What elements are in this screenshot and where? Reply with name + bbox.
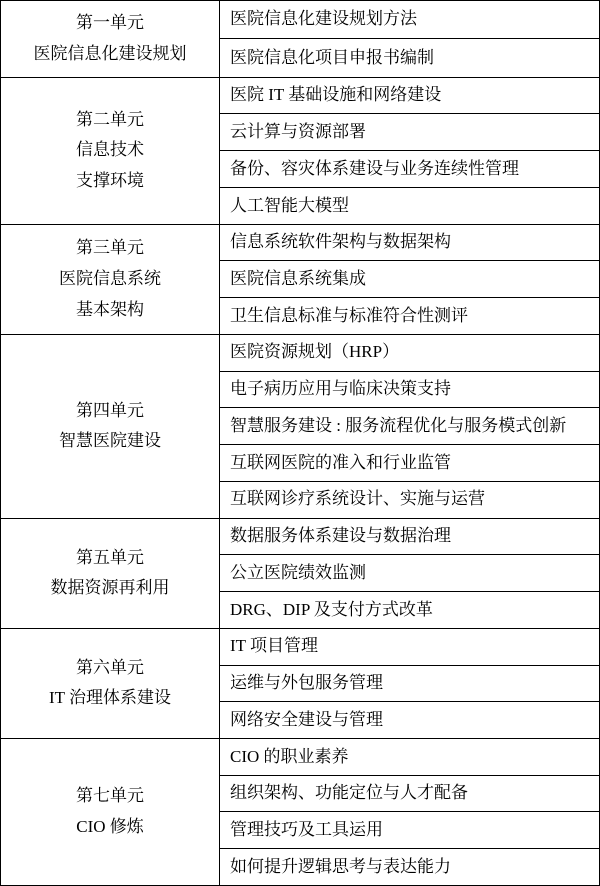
table-row bbox=[1, 224, 600, 261]
topic-cell: 互联网诊疗系统设计、实施与运营 bbox=[220, 481, 600, 518]
unit-line: 基本架构 bbox=[76, 299, 144, 319]
topic-cell: 云计算与资源部署 bbox=[220, 114, 600, 151]
unit-line: 第二单元 bbox=[76, 109, 144, 129]
topic-cell: 备份、容灾体系建设与业务连续性管理 bbox=[220, 151, 600, 188]
unit-line: 数据资源再利用 bbox=[50, 578, 170, 598]
topic-cell: CIO 的职业素养 bbox=[220, 738, 600, 775]
topic-cell: IT 项目管理 bbox=[220, 628, 600, 665]
topic-cell: 管理技巧及工具运用 bbox=[220, 812, 600, 849]
topic-cell: 组织架构、功能定位与人才配备 bbox=[220, 775, 600, 812]
unit-line: 第一单元 bbox=[76, 13, 144, 33]
topic-cell: 医院信息系统集成 bbox=[220, 261, 600, 298]
unit-cell bbox=[1, 224, 220, 334]
table-body bbox=[1, 1, 600, 886]
unit-line: 第七单元 bbox=[76, 786, 144, 806]
topic-cell: 医院信息化建设规划方法 bbox=[220, 1, 600, 39]
topic-cell: 医院信息化项目申报书编制 bbox=[220, 39, 600, 77]
table-row bbox=[1, 1, 600, 39]
unit-cell bbox=[1, 738, 220, 885]
topic-cell: 如何提升逻辑思考与表达能力 bbox=[220, 849, 600, 886]
topic-cell: DRG、DIP 及支付方式改革 bbox=[220, 592, 600, 629]
table-row bbox=[1, 334, 600, 371]
table-row bbox=[1, 628, 600, 665]
topic-cell: 智慧服务建设 : 服务流程优化与服务模式创新 bbox=[220, 408, 600, 445]
topic-cell: 卫生信息标准与标准符合性测评 bbox=[220, 298, 600, 335]
unit-line: 支撑环境 bbox=[76, 171, 144, 191]
unit-cell bbox=[1, 1, 220, 78]
unit-line: 医院信息系统 bbox=[59, 268, 161, 288]
unit-line: 第三单元 bbox=[76, 238, 144, 258]
table-row bbox=[1, 518, 600, 555]
topic-cell: 信息系统软件架构与数据架构 bbox=[220, 224, 600, 261]
topic-cell: 网络安全建设与管理 bbox=[220, 702, 600, 739]
unit-cell bbox=[1, 518, 220, 628]
topic-cell: 公立医院绩效监测 bbox=[220, 555, 600, 592]
topic-cell: 运维与外包服务管理 bbox=[220, 665, 600, 702]
unit-line: 第六单元 bbox=[76, 657, 144, 677]
unit-line: IT 治理体系建设 bbox=[49, 688, 171, 708]
unit-line: 第四单元 bbox=[76, 400, 144, 420]
topic-cell: 医院 IT 基础设施和网络建设 bbox=[220, 77, 600, 114]
topic-cell: 人工智能大模型 bbox=[220, 187, 600, 224]
unit-cell bbox=[1, 334, 220, 518]
unit-line: CIO 修炼 bbox=[76, 816, 144, 836]
table-row bbox=[1, 738, 600, 775]
unit-line: 医院信息化建设规划 bbox=[33, 43, 187, 63]
unit-cell bbox=[1, 77, 220, 224]
unit-line: 智慧医院建设 bbox=[59, 431, 161, 451]
unit-cell bbox=[1, 628, 220, 738]
topic-cell: 数据服务体系建设与数据治理 bbox=[220, 518, 600, 555]
topic-cell: 互联网医院的准入和行业监管 bbox=[220, 445, 600, 482]
unit-line: 信息技术 bbox=[76, 140, 144, 160]
topic-cell: 电子病历应用与临床决策支持 bbox=[220, 371, 600, 408]
unit-line: 第五单元 bbox=[76, 547, 144, 567]
topic-cell: 医院资源规划（HRP） bbox=[220, 334, 600, 371]
table-row bbox=[1, 77, 600, 114]
